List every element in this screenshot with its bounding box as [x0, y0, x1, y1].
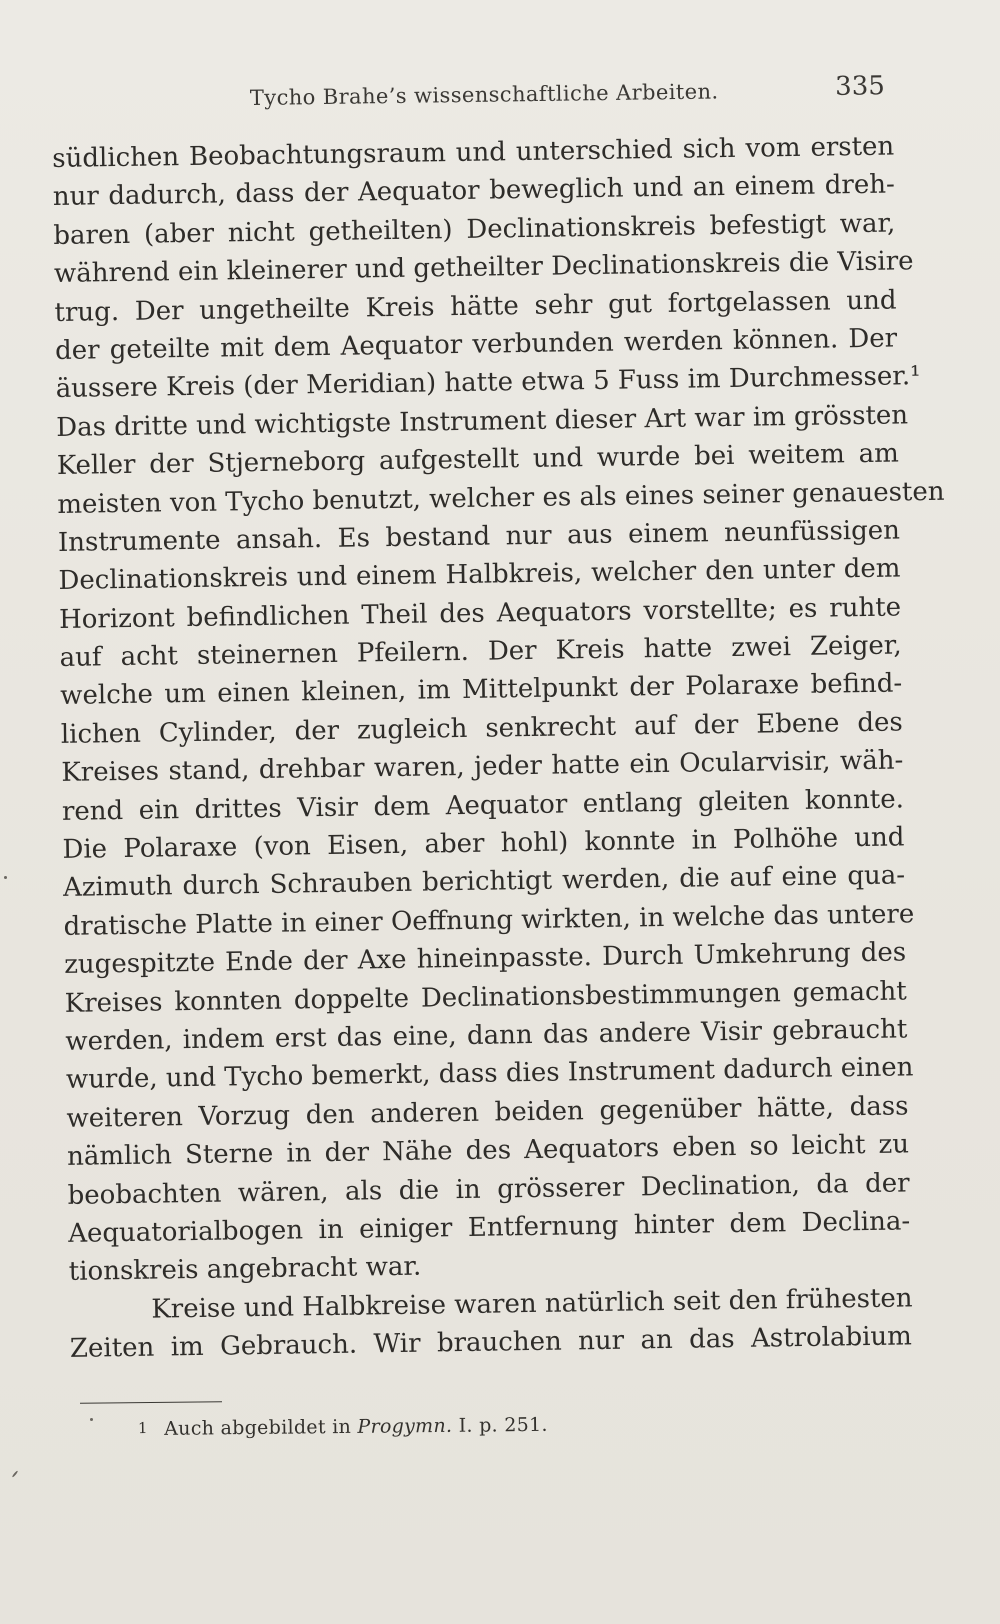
text-line: baren (aber nicht getheilten) Declinationskreis befestigt war,	[53, 208, 896, 251]
running-head	[249, 71, 886, 120]
body-text	[52, 128, 945, 1369]
page-number: 335	[834, 71, 886, 102]
paper-speck	[4, 876, 7, 879]
text-line: dratische Platte in einer Oeffnung wirkten, in welche das untere	[63, 899, 915, 942]
text-line: südlichen Beobachtungsraum und unterschied sich vom ersten	[52, 131, 895, 174]
text-line: zugespitzte Ende der Axe hineinpasste. Durch Umkehrung des	[64, 937, 907, 981]
text-line: werden, indem erst das eine, dann das andere Visir gebraucht	[65, 1014, 908, 1057]
text-line: auf acht steinernen Pfeilern. Der Kreis hatte zwei Zeiger,	[59, 630, 902, 674]
footnote-work-title: Progymn.	[357, 1414, 453, 1438]
text-line: nur dadurch, dass der Aequator beweglich und an einem dreh-	[52, 169, 895, 213]
text-line: Keller der Stjerneborg aufgestellt und wurde bei weitem am	[56, 438, 899, 482]
text-line: wurde, und Tycho bemerkt, dass dies Instrument dadurch einen	[65, 1052, 914, 1096]
text-line: rend ein drittes Visir dem Aequator entlang gleiten konnte.	[61, 784, 905, 827]
text-line: Instrumente ansah. Es bestand nur aus einem neunfüssigen	[57, 515, 901, 558]
running-title: Tycho Brahe’s wissenschaftliche Arbeiten.	[249, 79, 719, 110]
text-line: weiteren Vorzug den anderen beiden gegenüber hätte, dass	[66, 1091, 909, 1134]
text-line: Kreises konnten doppelte Declinationsbestimmungen gemacht	[64, 976, 907, 1019]
text-line: Azimuth durch Schrauben berichtigt werden, die auf eine qua-	[62, 860, 906, 904]
text-line: Kreises stand, drehbar waren, jeder hatte ein Ocularvisir, wäh-	[61, 745, 904, 789]
text-line: meisten von Tycho benutzt, welcher es als eines seiner genauesten	[57, 476, 945, 520]
text-line: welche um einen kleinen, im Mittelpunkt der Polaraxe befind-	[60, 668, 903, 712]
text-line: Aequatorialbogen in einiger Entfernung hinter dem Declina-	[68, 1206, 911, 1249]
footnote-marker: 1	[137, 1419, 148, 1438]
text-line: Horizont befindlichen Theil des Aequators vorstellte; es ruhte	[58, 592, 902, 635]
text-line: Das dritte und wichtigste Instrument dieser Art war im grössten	[56, 400, 909, 443]
text-line: Kreise und Halbkreise waren natürlich seit den frühesten	[151, 1283, 913, 1325]
text-line: der geteilte mit dem Aequator verbunden werden können. Der	[54, 323, 898, 366]
paper-speck	[90, 1418, 93, 1421]
text-line: tionskreis angebracht war.	[68, 1251, 422, 1288]
text-line: trug. Der ungetheilte Kreis hätte sehr gut fortgelassen und	[54, 285, 897, 328]
text-line: Zeiten im Gebrauch. Wir brauchen nur an das Astrolabium	[69, 1321, 913, 1364]
footnote	[138, 1414, 548, 1440]
text-line: äussere Kreis (der Meridian) hatte etwa 5 Fuss im Durchmesser.¹	[55, 361, 921, 405]
footnote-divider	[80, 1401, 222, 1403]
text-line: lichen Cylinder, der zugleich senkrecht auf der Ebene des	[60, 707, 903, 750]
text-line: Die Polaraxe (von Eisen, aber hohl) konnte in Polhöhe und	[62, 822, 905, 865]
text-line: nämlich Sterne in der Nähe des Aequators eben so leicht zu	[66, 1129, 910, 1173]
footnote-text: Auch abgebildet in	[164, 1415, 352, 1440]
paper-speck	[12, 1470, 19, 1477]
footnote-reference: I. p. 251.	[458, 1413, 548, 1437]
text-line: beobachten wären, als die in grösserer Declination, da der	[67, 1167, 910, 1211]
text-line: während ein kleinerer und getheilter Declinationskreis die Visire	[53, 246, 914, 290]
text-line: Declinationskreis und einem Halbkreis, welcher den unter dem	[58, 553, 901, 597]
